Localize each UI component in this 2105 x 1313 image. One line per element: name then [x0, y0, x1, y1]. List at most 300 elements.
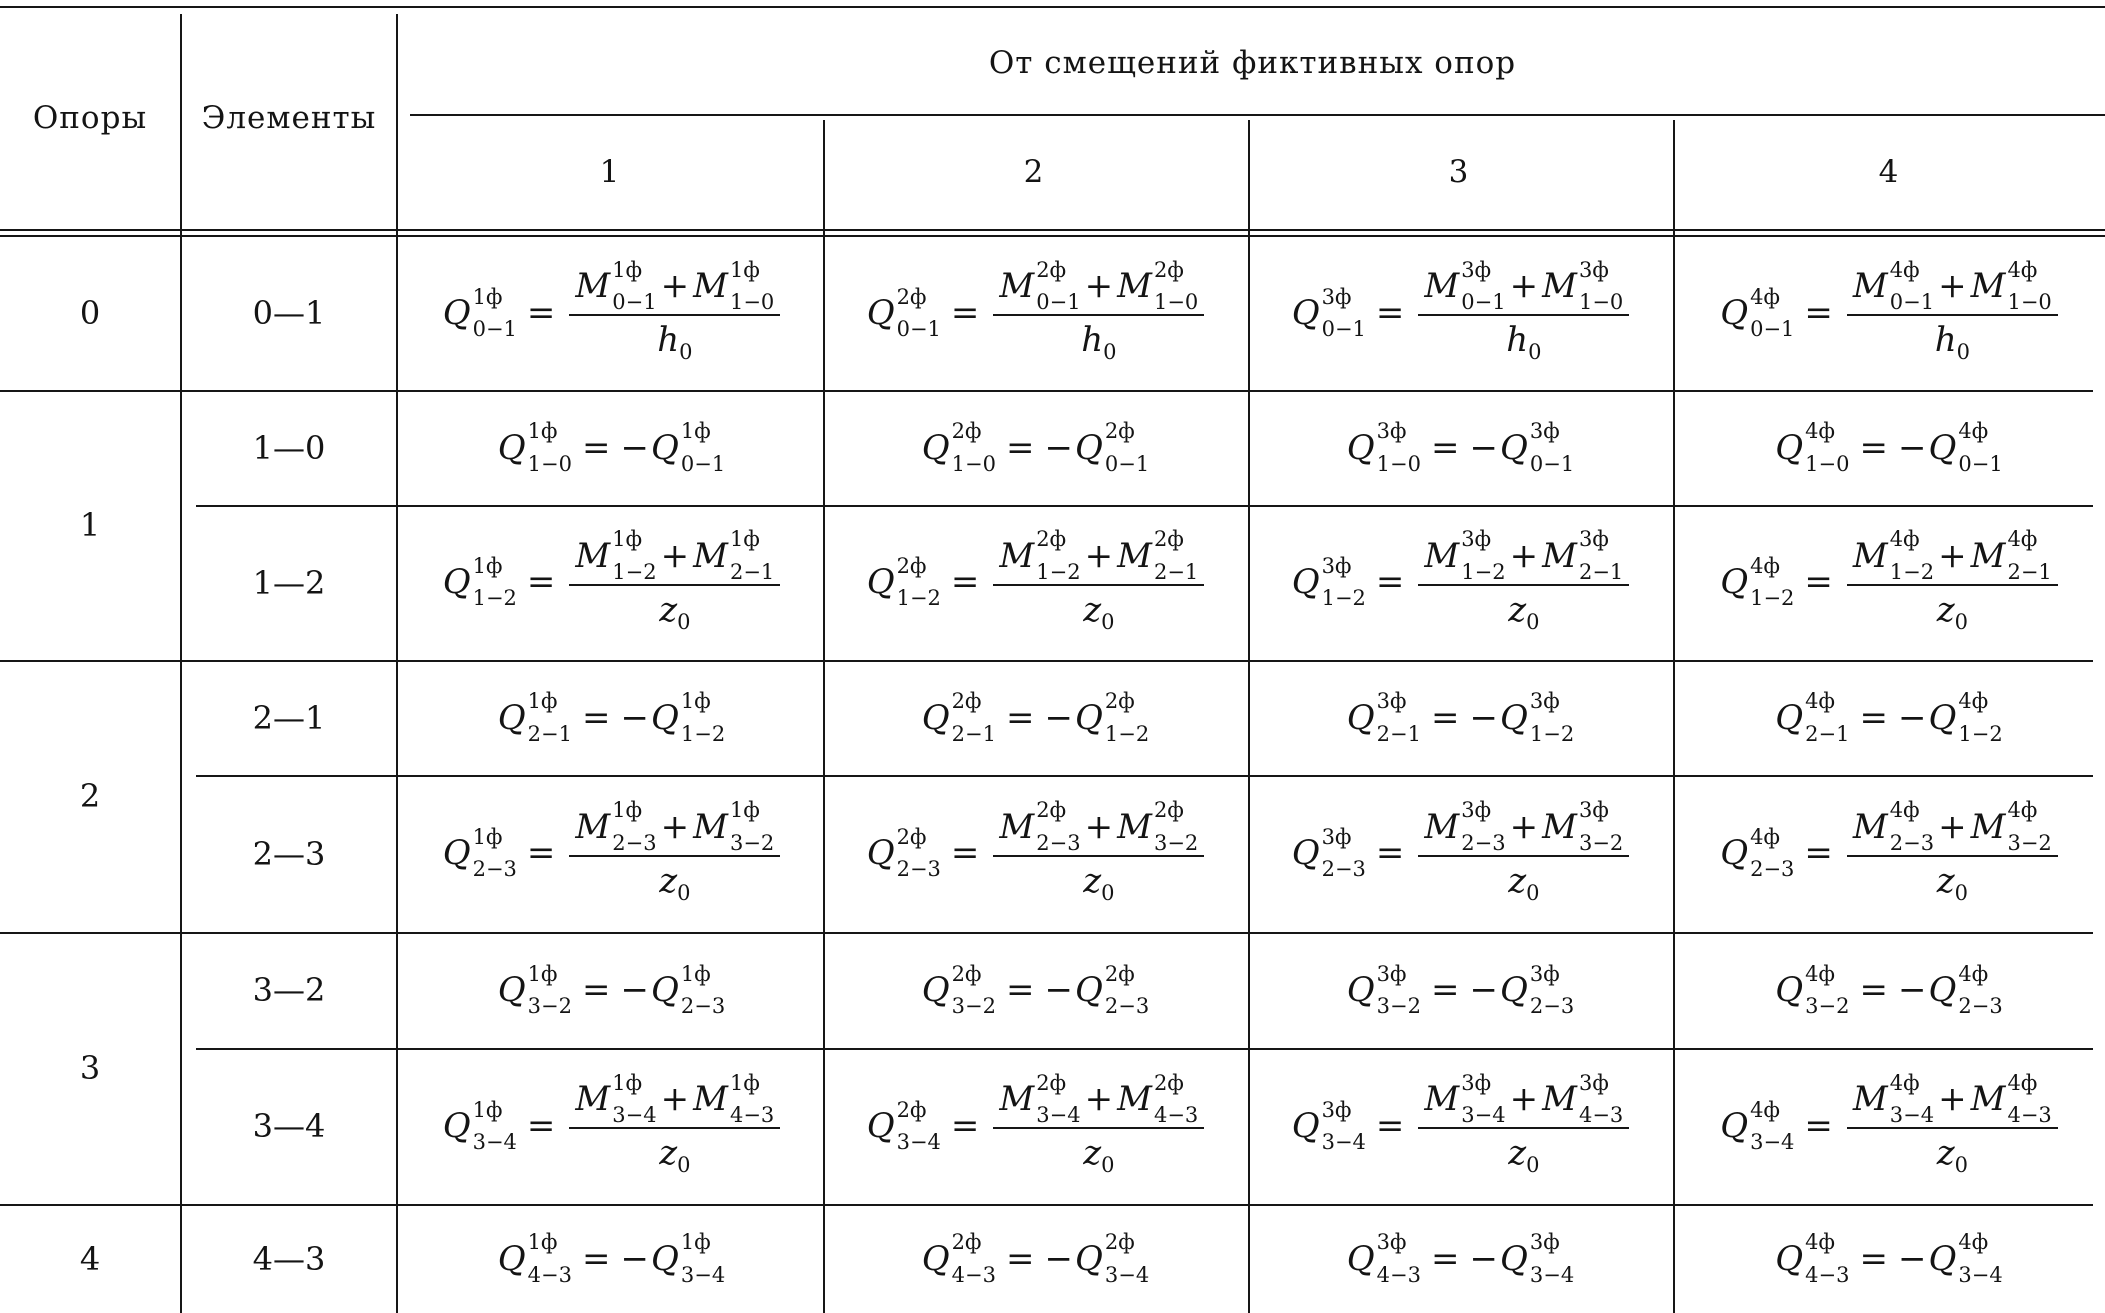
m-second-sub — [730, 290, 774, 314]
vrule-supports — [180, 14, 182, 1313]
formula — [921, 1230, 1150, 1287]
fraction — [993, 527, 1204, 634]
equals-sign: = — [1431, 427, 1460, 468]
q-lhs-sup-phi: ф — [1763, 825, 1780, 850]
den-var: z — [1083, 1133, 1102, 1174]
m-first-sup-num: 2 — [1036, 1070, 1050, 1095]
m-second-sub-dash: − — [1167, 830, 1185, 855]
equals-sign: = — [526, 1105, 556, 1146]
q-rhs-sup — [681, 419, 725, 443]
m-second — [1117, 1070, 1199, 1128]
q-lhs-sub — [897, 1130, 941, 1154]
den-sub: 0 — [677, 880, 691, 905]
q-lhs-sup-phi: ф — [1334, 825, 1352, 850]
fraction-numerator — [993, 257, 1204, 316]
q-rhs — [651, 961, 726, 1018]
q-lhs-sup-num: 3 — [1376, 961, 1391, 986]
q-lhs-sub — [1322, 586, 1366, 610]
fraction — [1847, 527, 2058, 634]
element-label: 0—1 — [252, 294, 326, 332]
q-rhs-sub-a: 2 — [1958, 994, 1972, 1018]
q-lhs-sup — [897, 825, 941, 849]
m-second — [1542, 1070, 1624, 1128]
q-lhs — [866, 554, 941, 611]
m-second-sub — [2007, 831, 2051, 855]
m-first-sub-a: 3 — [1461, 1103, 1475, 1128]
m-second-sup — [1579, 798, 1623, 822]
m-second-sub — [2007, 290, 2051, 314]
m-first-sub-a: 1 — [1036, 559, 1050, 584]
m-first-base: M — [575, 266, 611, 307]
q-lhs-base: Q — [1775, 427, 1804, 468]
formula — [442, 798, 781, 905]
q-rhs-scripts — [1529, 1230, 1575, 1287]
equals-sign: = — [582, 1238, 611, 1279]
plus-sign: + — [1084, 806, 1114, 847]
q-lhs-base: Q — [921, 697, 950, 738]
m-second-sub-b: 3 — [760, 1103, 775, 1128]
q-rhs-sub-a: 0 — [1529, 451, 1544, 476]
header-sub-3-label: 3 — [1448, 153, 1470, 190]
q-lhs-base: Q — [497, 970, 526, 1010]
plus-sign: + — [1084, 266, 1114, 307]
m-first-base: M — [1852, 266, 1888, 307]
m-first-sup-num: 4 — [1889, 527, 1904, 552]
q-lhs-sub-a: 3 — [527, 994, 542, 1018]
q-rhs-sup-num: 2 — [1104, 689, 1119, 714]
formula-cell — [823, 1048, 1248, 1204]
q-rhs — [1500, 961, 1575, 1018]
q-lhs-sub-b: 0 — [1407, 451, 1421, 476]
q-lhs-sub — [1805, 722, 1849, 746]
m-second-scripts — [1153, 257, 1199, 315]
m-first — [1424, 1070, 1506, 1128]
q-lhs-scripts — [1805, 419, 1850, 476]
q-rhs-sub — [1105, 994, 1149, 1018]
m-second-sub — [1579, 560, 1623, 584]
fraction-denominator — [659, 1129, 690, 1177]
header-sub-2-label: 2 — [1023, 153, 1045, 190]
q-lhs-base: Q — [1720, 562, 1749, 603]
den-sub: 0 — [1101, 1153, 1115, 1178]
minus-sign: − — [1898, 970, 1927, 1010]
plus-sign: + — [1509, 535, 1539, 576]
q-lhs-base: Q — [442, 562, 471, 603]
q-lhs-sub-a: 1 — [896, 586, 910, 611]
den-var: z — [659, 860, 678, 901]
q-lhs-sup-num: 1 — [472, 554, 486, 579]
den-var: z — [659, 1133, 678, 1174]
den-var: h — [1081, 320, 1104, 361]
formula-cell — [823, 660, 1248, 775]
m-first-scripts — [612, 1070, 657, 1128]
q-rhs-scripts — [1529, 689, 1575, 746]
den-sub: 0 — [679, 340, 693, 365]
q-rhs-sub — [1958, 722, 2002, 746]
q-lhs-sub-dash: − — [1763, 586, 1782, 611]
q-rhs-scripts — [1958, 961, 2003, 1018]
q-rhs-sub — [681, 722, 725, 746]
q-lhs-sub-b: 4 — [1352, 1129, 1366, 1154]
q-lhs-sub-a: 3 — [951, 994, 966, 1018]
q-lhs-sub — [473, 1130, 517, 1154]
q-rhs-sub-dash: − — [1971, 721, 1990, 746]
formula — [442, 257, 781, 365]
q-lhs-sub-dash: − — [1763, 1129, 1782, 1154]
m-second-sup-num: 3 — [1578, 1070, 1593, 1095]
m-second-sup — [1579, 258, 1623, 282]
q-lhs-sub-b: 2 — [1836, 994, 1850, 1018]
q-lhs-base: Q — [866, 562, 895, 603]
m-first-base: M — [1424, 535, 1460, 576]
m-second — [1542, 798, 1624, 855]
m-first-base: M — [1424, 1079, 1460, 1120]
q-lhs-sub — [1805, 994, 1849, 1018]
q-rhs-sub — [1530, 1263, 1574, 1287]
m-second-sub-a: 3 — [2007, 830, 2021, 855]
q-rhs-sub — [681, 1263, 725, 1287]
den-var: z — [1508, 589, 1527, 630]
q-lhs — [442, 1097, 517, 1154]
q-lhs — [1720, 284, 1795, 341]
minus-sign: − — [620, 697, 649, 738]
q-lhs-sub-a: 0 — [896, 316, 910, 341]
m-first-sup — [1036, 527, 1080, 551]
q-rhs-sub-b: 1 — [1560, 451, 1575, 476]
q-lhs-sub-a: 2 — [1750, 857, 1764, 882]
m-first-sub-a: 3 — [1889, 1103, 1904, 1128]
q-lhs-sup-phi: ф — [909, 284, 927, 309]
q-rhs-sub — [1958, 994, 2002, 1018]
q-lhs-sub-dash: − — [1390, 451, 1408, 476]
den-var: h — [1934, 320, 1957, 361]
q-lhs-sup-num: 3 — [1321, 284, 1335, 309]
q-lhs-base: Q — [1720, 1105, 1749, 1146]
m-second-sub-b: 2 — [1184, 830, 1199, 855]
m-first-sub-b: 3 — [1067, 830, 1081, 855]
m-first — [1424, 257, 1506, 315]
q-lhs-scripts — [472, 1097, 517, 1154]
q-lhs-sup-num: 4 — [1805, 419, 1819, 444]
q-lhs-sup — [1750, 825, 1794, 849]
q-lhs-base: Q — [442, 833, 471, 874]
m-second-scripts — [729, 798, 775, 855]
q-rhs-sub-b: 3 — [1135, 994, 1150, 1018]
q-lhs-sup — [952, 689, 996, 713]
q-lhs-sub — [473, 317, 517, 341]
q-lhs-scripts — [472, 825, 517, 882]
q-rhs-sub-a: 0 — [1104, 451, 1119, 476]
m-first-sup-num: 2 — [1036, 527, 1050, 552]
equals-sign: = — [1006, 427, 1035, 468]
m-second-sub — [730, 1103, 774, 1127]
formula-cell — [823, 236, 1248, 390]
m-second-sub-b: 1 — [1609, 559, 1624, 584]
q-lhs-sup — [1377, 962, 1421, 986]
q-rhs-sub-dash: − — [694, 721, 712, 746]
q-rhs-sub-b: 1 — [1989, 451, 2003, 476]
fraction-denominator — [657, 316, 692, 364]
q-lhs-sup-phi: ф — [541, 419, 558, 444]
den-var: z — [1083, 860, 1102, 901]
m-first-sup — [1036, 798, 1080, 822]
equals-sign: = — [1804, 292, 1833, 333]
header-group-label: От смещений фиктивных опор — [988, 44, 1517, 81]
fraction — [1847, 798, 2058, 905]
q-lhs-sub-b: 1 — [503, 316, 517, 341]
q-rhs-sup-num: 1 — [680, 961, 695, 986]
q-lhs-sub-dash: − — [1818, 721, 1837, 746]
q-lhs-sup — [528, 1230, 572, 1254]
formula-cell — [823, 390, 1248, 505]
q-lhs — [1775, 419, 1850, 476]
fraction-denominator — [1083, 586, 1114, 634]
m-second — [1542, 527, 1624, 584]
q-lhs-sup-phi: ф — [541, 961, 558, 986]
formula — [1775, 689, 2003, 746]
q-lhs-sup-num: 4 — [1805, 961, 1819, 986]
m-first-sup — [1461, 258, 1505, 282]
q-rhs-sub-b: 4 — [1989, 1262, 2003, 1287]
q-lhs-sub-b: 2 — [1781, 586, 1795, 611]
m-first-base: M — [1852, 535, 1888, 576]
q-lhs-sub-a: 4 — [951, 1262, 966, 1287]
header-bottom-rule — [0, 229, 2105, 231]
q-lhs-sup — [1750, 1098, 1794, 1122]
q-lhs — [1775, 961, 1850, 1018]
fraction-denominator — [1935, 316, 1970, 364]
m-second-sub-dash: − — [2020, 559, 2039, 584]
m-second-sub-a: 4 — [729, 1103, 744, 1128]
m-first — [575, 798, 657, 855]
q-rhs — [1928, 419, 2003, 476]
q-lhs-sub-dash: − — [965, 721, 983, 746]
formula — [1775, 961, 2003, 1018]
plus-sign: + — [1938, 266, 1967, 307]
equals-sign: = — [1431, 970, 1460, 1010]
m-second-scripts — [2007, 257, 2052, 315]
q-rhs-sub-b: 2 — [1989, 721, 2003, 746]
m-second-sub-a: 2 — [2007, 559, 2021, 584]
plus-sign: + — [660, 806, 690, 847]
m-first-base: M — [999, 806, 1035, 847]
m-second-sup-phi: ф — [1167, 1070, 1184, 1095]
m-first-scripts — [1889, 527, 1935, 584]
m-first-sub — [1036, 290, 1080, 314]
top-rule — [0, 6, 2105, 8]
q-rhs-sup — [1105, 962, 1149, 986]
m-second-sup-num: 2 — [1153, 257, 1168, 282]
m-first-sup-phi: ф — [1903, 257, 1920, 282]
q-lhs-sup-num: 4 — [1750, 554, 1764, 579]
q-rhs-base: Q — [1928, 970, 1957, 1010]
m-second-sub-b: 2 — [760, 830, 775, 855]
m-second-sub-b: 1 — [1184, 559, 1199, 584]
q-lhs-sub-dash: − — [1390, 721, 1408, 746]
q-rhs — [1928, 961, 2003, 1018]
m-first-sub-b: 1 — [1492, 290, 1506, 315]
q-lhs-scripts — [951, 961, 996, 1018]
q-lhs-sup-num: 4 — [1805, 689, 1819, 714]
q-lhs-sub — [897, 317, 941, 341]
m-first-sub — [1890, 1103, 1934, 1127]
formula — [866, 527, 1205, 634]
m-second-scripts — [2007, 1070, 2052, 1128]
q-lhs — [921, 961, 996, 1018]
m-second-base: M — [1117, 535, 1152, 576]
m-second-sup-phi: ф — [743, 1070, 760, 1095]
q-rhs-sup-phi: ф — [1543, 1230, 1560, 1255]
header-sub-1 — [400, 118, 820, 225]
q-lhs-sup-num: 2 — [896, 554, 910, 579]
m-second-sub-b: 3 — [1184, 1103, 1199, 1128]
q-lhs-scripts — [951, 419, 996, 476]
m-second-scripts — [729, 1070, 775, 1128]
equals-sign: = — [582, 970, 611, 1010]
q-lhs-sub-b: 1 — [927, 316, 941, 341]
q-lhs-sub — [473, 857, 517, 881]
m-first-sub-b: 3 — [1492, 830, 1506, 855]
m-second-sub-dash: − — [743, 830, 761, 855]
q-lhs-sub-a: 1 — [1805, 451, 1819, 476]
m-first-scripts — [1889, 798, 1935, 855]
q-lhs-sub-a: 0 — [1321, 316, 1335, 341]
m-second-sub — [2007, 1103, 2051, 1127]
q-rhs-scripts — [1104, 1230, 1150, 1287]
q-lhs — [497, 1230, 572, 1287]
formula — [1291, 798, 1630, 905]
q-rhs-sub — [1105, 1263, 1149, 1287]
fraction — [569, 798, 780, 905]
q-lhs-scripts — [1750, 1097, 1795, 1154]
element-label: 3—4 — [252, 1107, 326, 1145]
q-lhs-sub — [952, 452, 996, 476]
m-second — [1117, 798, 1199, 855]
plus-sign: + — [660, 266, 690, 307]
q-lhs — [1291, 825, 1366, 882]
q-rhs-base: Q — [651, 427, 679, 468]
den-var: z — [1508, 1133, 1527, 1174]
equals-sign: = — [526, 292, 556, 333]
m-second-sub-b: 3 — [1609, 1103, 1624, 1128]
q-lhs-sup — [1750, 285, 1794, 309]
q-lhs-scripts — [1805, 689, 1850, 746]
fraction-numerator — [569, 527, 780, 585]
m-first-sup-phi: ф — [1049, 1070, 1067, 1095]
m-first-sup-phi: ф — [1903, 527, 1920, 552]
q-lhs-sup-num: 3 — [1321, 554, 1335, 579]
den-sub: 0 — [677, 609, 691, 634]
den-var: z — [659, 589, 678, 630]
m-second-base: M — [1542, 806, 1577, 847]
equals-sign: = — [1804, 833, 1833, 874]
q-lhs-scripts — [472, 284, 517, 341]
q-lhs-scripts — [1750, 554, 1795, 611]
q-rhs-scripts — [1104, 961, 1150, 1018]
q-lhs-sub-dash: − — [1818, 451, 1837, 476]
m-second-sub-dash: − — [1592, 559, 1610, 584]
equals-sign: = — [950, 833, 980, 874]
m-second-sup-phi: ф — [2020, 257, 2038, 282]
q-lhs-sub — [1750, 586, 1794, 610]
q-rhs-sup-phi: ф — [1971, 1230, 1989, 1255]
q-rhs-sub-dash: − — [1543, 1262, 1561, 1287]
q-rhs — [1075, 689, 1150, 746]
minus-sign: − — [620, 427, 649, 468]
fraction — [569, 257, 780, 365]
q-lhs-sub-dash: − — [541, 1262, 559, 1287]
q-lhs-sup-num: 4 — [1750, 284, 1764, 309]
q-lhs-sup-phi: ф — [1818, 961, 1835, 986]
m-first-sup-num: 1 — [612, 1070, 626, 1095]
m-second-sup-num: 1 — [729, 527, 744, 552]
minus-sign: − — [1044, 697, 1073, 738]
q-lhs-scripts — [527, 961, 572, 1018]
den-sub: 0 — [1103, 340, 1117, 365]
q-rhs-sub-b: 4 — [1560, 1262, 1575, 1287]
q-lhs — [1775, 689, 1850, 746]
m-second-sup-num: 2 — [1153, 1070, 1168, 1095]
q-rhs-base: Q — [1075, 1238, 1103, 1279]
m-second-sub-a: 2 — [729, 559, 744, 584]
header-sub-4 — [1673, 118, 2105, 225]
q-rhs-base: Q — [1075, 970, 1103, 1010]
formula — [1346, 689, 1575, 746]
q-lhs-base: Q — [921, 1238, 950, 1279]
element-cell — [183, 660, 395, 775]
den-var: z — [1936, 1133, 1955, 1174]
q-lhs-sup-num: 4 — [1805, 1230, 1819, 1255]
q-lhs-sup-num: 1 — [472, 1097, 486, 1122]
formula-cell — [1248, 660, 1673, 775]
q-lhs-sup — [897, 554, 941, 578]
q-lhs-sub-b: 2 — [558, 994, 572, 1018]
m-first-sub-a: 2 — [1461, 830, 1475, 855]
m-first-scripts — [1889, 257, 1935, 315]
m-first-sub-b: 3 — [1920, 830, 1935, 855]
q-lhs-sup — [473, 285, 517, 309]
plus-sign: + — [1938, 1079, 1967, 1120]
q-rhs-sup — [1958, 419, 2002, 443]
q-rhs-sub-a: 1 — [1529, 721, 1544, 746]
q-lhs-sub — [528, 452, 572, 476]
q-lhs-base: Q — [497, 1238, 526, 1279]
q-lhs-sup — [1322, 285, 1366, 309]
q-lhs — [442, 825, 517, 882]
formula — [921, 419, 1150, 476]
q-lhs-sup — [1377, 1230, 1421, 1254]
m-first-sup-phi: ф — [1903, 798, 1920, 823]
q-rhs-sup-num: 3 — [1529, 961, 1544, 986]
formula-cell — [400, 236, 823, 390]
q-lhs-sub-dash: − — [485, 586, 504, 611]
m-second-sup-phi: ф — [743, 257, 760, 282]
m-first-sup — [612, 258, 656, 282]
q-rhs-sub-a: 1 — [680, 721, 695, 746]
m-first-sup-num: 3 — [1461, 1070, 1475, 1095]
m-second-sup-num: 4 — [2007, 257, 2021, 282]
m-first-sub-a: 1 — [1889, 559, 1904, 584]
m-second-base: M — [1970, 806, 2006, 847]
formula-cell — [1673, 660, 2105, 775]
formula-cell — [400, 775, 823, 932]
m-second-sub — [1154, 831, 1198, 855]
m-second-sub-a: 1 — [1153, 290, 1168, 315]
m-second-scripts — [2007, 527, 2052, 584]
fraction — [569, 527, 780, 634]
den-sub: 0 — [677, 1153, 691, 1178]
m-first-sup — [612, 527, 656, 551]
